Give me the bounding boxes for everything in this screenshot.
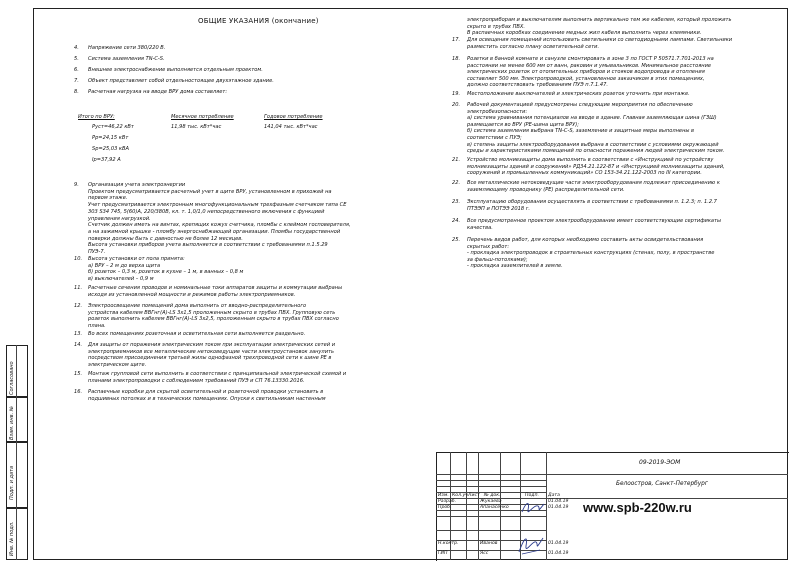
note-line: Электроосвещение помещений дома выполнить от вводно-распределительного [88, 303, 307, 309]
tb-name-3: Иванов [480, 541, 498, 546]
note-number: 17. [452, 37, 461, 43]
tb-head-doc: № док. [484, 493, 501, 498]
note-line: электроприемников все металлические нетоковедущие части электроустановок занулить [88, 348, 334, 355]
note-line: Для освещения помещений использовать светильники со светодиодными лампами. Светильники [467, 37, 733, 43]
note-number: 23. [452, 199, 461, 205]
signature-1 [520, 498, 546, 518]
note-line: Монтаж групповой сети выполнить в соответствии с принципиальной электрической схемой и [88, 371, 347, 377]
note-line: электрических розеток от отопительных приборов и стояков водопровода и отопления [467, 69, 705, 76]
tb-role-3: Н.контр. [438, 541, 459, 546]
note-line: разместить согласно плану осветительной сети. [467, 43, 600, 50]
doc-location: Белоостров, Санкт-Петербург [616, 481, 708, 487]
tb-role-2: Проб. [438, 505, 452, 510]
note-line: должно соответствовать требованиям ПУЭ п.7.1.47. [467, 82, 609, 89]
note-line: а на зажимной крышке - пломбу энергоснабжающей организации. Пломбы государственной [88, 228, 341, 235]
note-line: Внешнее электроснабжение выполняется отдельным проектом. [88, 67, 263, 73]
load-table-h1: Итого по ВРУ: [78, 114, 115, 120]
note-line: Расчетные сечения проводов и номинальные токи аппаратов защиты и коммутации выбраны [88, 285, 343, 291]
tb-name-4: Ясс [480, 551, 489, 556]
note-line: Расчетная нагрузка на вводе ВРУ дома составляет: [88, 89, 228, 95]
note-line: соответствии с ПУЭ; [467, 135, 522, 141]
note-line: Розетки в банной комнате и санузле смонтировать в зоне 3 по ГОСТ Р 50571.7.701-2013 на [467, 56, 714, 62]
page-title: ОБЩИЕ УКАЗАНИЯ (окончание) [198, 17, 319, 25]
note-line: Эксплуатацию оборудования осуществлять в соответствии с требованиями п. 1.2.3; п. 1.2.7 [467, 199, 717, 205]
signature-2 [516, 532, 546, 558]
tb-head-sign: Подп. [525, 493, 539, 498]
tb-head-list: Лист [468, 493, 480, 498]
tb-head-izm: Изм. [438, 493, 449, 498]
note-number: 6. [74, 67, 79, 73]
note-line: Высота установки приборов учета выполняется в соответствии с требованиями п.1.5.29 [88, 242, 328, 249]
note-line: скрыто в трубах ПВХ. [467, 23, 526, 30]
note-line: розеток выполнить кабелем ВВГнг(А)-LS 3х2,5, проложенным скрыто в трубах ПВХ согласно [88, 316, 339, 323]
note-number: 16. [74, 389, 83, 395]
load-row-3: Sp=25,03 кВА [92, 146, 129, 152]
note-line: Устройство молниезащиты дома выполнить в соответствии с «Инструкцией по устройству [467, 157, 714, 163]
tb-date-1: 01.04.19 [548, 499, 569, 504]
note-number: 19. [452, 91, 461, 97]
note-number: 9. [74, 182, 79, 188]
note-line: в) выключателей – 0,9 м [88, 276, 154, 283]
note-line: Во всех помещениях розеточная и осветительная сети выполняется раздельно. [88, 331, 306, 337]
note-number: 11. [74, 285, 83, 291]
note-line: электроприборам и выключателям выполнить вертикально тем же кабелем, который проложить [467, 17, 732, 23]
note-number: 4. [74, 45, 79, 51]
note-line: электрическом щите. [88, 362, 147, 369]
note-number: 10. [74, 256, 83, 262]
note-number: 20. [452, 102, 461, 108]
note-line: Объект представляет собой отдельностоящее двухэтажное здание. [88, 78, 274, 84]
note-number: 5. [74, 56, 79, 62]
stamp-label-replace: Взам. инв. № [9, 406, 15, 440]
note-number: 25. [452, 237, 461, 243]
note-line: ПТЭЭП и ПОТЭЭ 2018 г. [467, 205, 530, 212]
note-line: скрытых работ: [467, 243, 510, 250]
note-line: Все предусмотренное проектом электрооборудование имеет соответствующие сертификаты [467, 218, 722, 224]
note-line: ПУЭ-7. [88, 249, 106, 255]
tb-date-3: 01.04.19 [548, 541, 569, 546]
note-line: а) ВРУ – 2 м до верха щита [88, 262, 161, 269]
note-number: 13. [74, 331, 83, 337]
note-line: б) розеток – 0,3 м, розеток в кухне – 1 м, в ванных – 0,8 м [88, 269, 244, 276]
note-number: 14. [74, 342, 83, 348]
stamp-label-sign: Подп. и дата [9, 465, 15, 500]
tb-date-2: 01.04.19 [548, 505, 569, 510]
note-line: Местоположение выключателей и электрических розеток уточнить при монтаже. [467, 91, 690, 97]
note-line: сооружений и промышленных коммуникаций» СО 153-34.21.122-2003 по III категории. [467, 170, 702, 177]
load-table-h3: Годовое потребление [264, 114, 323, 120]
tb-head-kol: Кол.уч [452, 493, 468, 498]
load-row-2: Рр=24,15 кВт [92, 135, 129, 141]
note-line: плана. [88, 323, 106, 330]
note-line: Распаечные коробки для скрытой осветительной и розеточной проводки установить в [88, 389, 324, 395]
note-line: посредством присоединения третьей жилы однофазной трехпроводной сети к шине РЕ в [88, 355, 332, 362]
note-line: поверки должны быть с давностью не более 12 месяцев. [88, 235, 243, 242]
load-row-1: Руст=46,22 кВт [92, 124, 134, 130]
note-line: Перечень видов работ, для которых необходимо составить акты освидетельствования [467, 237, 704, 243]
note-number: 7. [74, 78, 79, 84]
tb-head-date: Дата [548, 493, 560, 498]
site-watermark: www.spb-220w.ru [583, 500, 692, 515]
tb-name-2: Апанасенко [480, 505, 509, 510]
tb-role-1: Разраб. [438, 499, 457, 504]
note-line: первом этаже. [88, 195, 128, 202]
note-number: 8. [74, 89, 79, 95]
note-number: 18. [452, 56, 461, 62]
note-line: 303 S34 745, 5(60)А, 220/380В, кл. т. 1,0/1,0 непосредственного включения с функцией [88, 208, 325, 215]
note-line: исходя из установленной мощности и режимов работы электроприемников. [88, 291, 296, 298]
note-line: среды и характеристиками помещений по опасности поражения людей электрическим током. [467, 148, 725, 155]
note-line: составляет 500 мм. Электропроводкой, установленное заказчиком в этих помещениях, [467, 75, 705, 82]
tb-name-1: Жукаева [480, 499, 502, 504]
note-line: Проектом предусматривается расчетный учет в щите ВРУ, установленном в прихожей на [88, 188, 332, 195]
note-line: а) система уравнивания потенциалов на вводе в здание. Главная заземляющая шина (ГЗШ) [467, 115, 717, 122]
note-line: заземляющему проводнику (РЕ) распределительной сети. [467, 186, 625, 193]
note-line: качества. [467, 224, 493, 231]
note-number: 21. [452, 157, 461, 163]
note-line: Высота установки от пола принята: [88, 256, 185, 262]
note-line: Для защиты от поражения электрическим током при эксплуатации электрических сетей и [88, 342, 336, 348]
doc-code: 09-2019-ЭОМ [639, 459, 681, 466]
load-yearly: 141,04 тыс. кВт*час [264, 124, 318, 130]
note-line: - прокладка электропроводок в строительных конструкциях (стенах, полу, в пространстве [467, 250, 715, 257]
note-number: 22. [452, 180, 461, 186]
note-line: электробезопасности: [467, 108, 528, 115]
note-line: устройства кабелем ВВГнг(А)-LS 3х1,5 проложенным скрыто в трубах ПВХ. Групповую сеть [88, 309, 336, 316]
note-line: Учет предусматривается электронным многофункциональным трехфазным счетчиком типа CE [88, 202, 347, 209]
note-line: в) степень защиты электрооборудования выбрана в соответствии с условиями окружающей [467, 141, 719, 148]
note-line: - прокладка заземлителей в земле. [467, 263, 563, 270]
note-line: Рабочей документацией предусмотрены следующие мероприятия по обеспечению [467, 102, 693, 108]
note-line: б) система заземления выбрана TN-C-S, заземление и защитные меры выполнены в [467, 128, 695, 135]
load-table-h2: Месячное потребление [171, 114, 234, 120]
note-line: Счетчик должен иметь на винтах, крепящих кожух счетчика, пломбы с клеймом госповерителя, [88, 222, 351, 229]
load-monthly: 11,98 тыс. кВт*час [171, 124, 222, 130]
note-line: Напряжение сети 380/220 В. [88, 45, 166, 51]
note-line: В распаечных коробках соединение медных жил кабеля выполнить через клеммники. [467, 30, 702, 37]
note-number: 15. [74, 371, 83, 377]
stamp-label-agreed: Согласовано [9, 361, 15, 395]
note-line: за фальш-потолками); [467, 256, 528, 263]
note-line: подшивных потолках и в технических помещениях. Опуски к светильникам настенным [88, 395, 326, 402]
note-line: размещается во ВРУ (РЕ-шина щита ВРУ); [467, 121, 579, 128]
note-line: расстоянии не менее 600 мм от ванн, раковин и умывальников. Минимальное расстояние [467, 62, 712, 69]
note-number: 24. [452, 218, 461, 224]
note-line: Система заземления TN-C-S. [88, 56, 165, 62]
note-line: молниезащиты зданий и сооружений» РД34.21.122-87 и «Инструкцией молниезащиты зданий, [467, 163, 725, 170]
tb-date-4: 01.04.19 [548, 551, 569, 556]
tb-role-4: ГИП [438, 551, 448, 556]
note-number: 12. [74, 303, 83, 309]
note-line: управления нагрузкой. [88, 215, 151, 222]
note-line: Организация учета электроэнергии [88, 182, 186, 188]
load-row-4: Ip=37,92 А [92, 157, 121, 163]
stamp-label-inv: Инв. № подл. [9, 521, 15, 556]
note-line: Все металлические нетоковедущие части электрооборудования подлежат присоединению к [467, 180, 720, 186]
stamp-divider [16, 345, 17, 560]
note-line: планами электропроводки с соблюдением требований ПУЭ и СП 76.13330.2016. [88, 377, 305, 384]
